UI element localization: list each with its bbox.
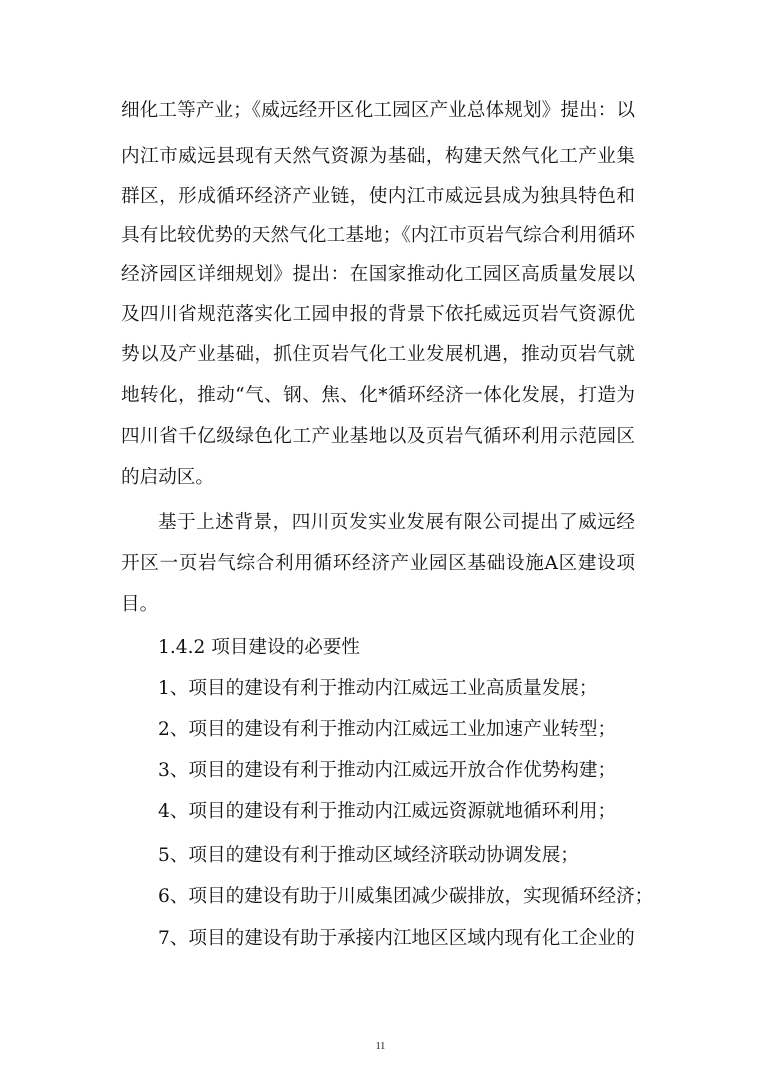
list-item: 2、项目的建设有利于推动内江威远工业加速产业转型；: [158, 719, 617, 740]
paragraph-line: 及四川省规范落实化工园申报的背景下依托威远页岩气资源优: [121, 304, 635, 325]
paragraph-line: 的启动区。: [121, 467, 214, 488]
list-item: 4、项目的建设有利于推动内江威远资源就地循环利用；: [158, 801, 617, 822]
paragraph-line: 具有比较优势的天然气化工基地；《内江市页岩气综合利用循环: [121, 225, 635, 246]
paragraph-line: 地转化，推动“气、钢、焦、化*循环经济一体化发展，打造为: [121, 385, 635, 406]
paragraph-line: 内江市威远县现有天然气资源为基础，构建天然气化工产业集: [121, 146, 635, 167]
paragraph-line: 四川省千亿级绿色化工产业基地以及页岩气循环利用示范园区: [121, 426, 635, 447]
list-item: 1、项目的建设有利于推动内江威远工业高质量发展；: [158, 678, 598, 699]
paragraph-line: 细化工等产业；《威远经开区化工园区产业总体规划》提出：以: [121, 100, 635, 121]
paragraph-line: 开区一页岩气综合利用循环经济产业园区基础设施A区建设项: [121, 553, 635, 574]
paragraph-line: 经济园区详细规划》提出：在国家推动化工园区高质量发展以: [121, 264, 635, 285]
page-number: 11: [375, 1041, 386, 1052]
section-heading: 1.4.2 项目建设的必要性: [158, 637, 360, 658]
paragraph-line: 势以及产业基础，抓住页岩气化工业发展机遇，推动页岩气就: [121, 344, 635, 365]
list-item: 3、项目的建设有利于推动内江威远开放合作优势构建；: [158, 760, 617, 781]
paragraph-line: 群区，形成循环经济产业链，使内江市威远县成为独具特色和: [121, 186, 635, 207]
list-item: 6、项目的建设有助于川威集团减少碳排放，实现循环经济；: [158, 886, 654, 907]
paragraph-line: 基于上述背景，四川页发实业发展有限公司提出了威远经: [158, 512, 635, 533]
paragraph-line: 目。: [121, 594, 159, 615]
list-item: 5、项目的建设有利于推动区域经济联动协调发展；: [158, 845, 579, 866]
list-item: 7、项目的建设有助于承接内江地区区域内现有化工企业的: [158, 928, 635, 949]
